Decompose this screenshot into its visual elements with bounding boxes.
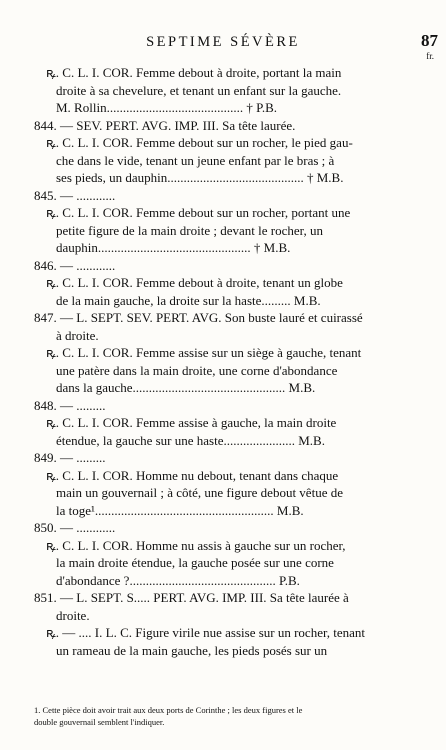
entry-line: ꝶ. C. L. I. COR. Homme nu assis à gauche sur un rocher, <box>46 537 346 553</box>
entry-line: dauphin............................................... † M.B. <box>56 240 291 255</box>
entry-line: ꝶ. — .... I. L. C. Figure virile nue assise sur un rocher, tenant <box>46 625 366 640</box>
catalogue-entries <box>34 64 412 659</box>
entry-number-line: 845. — ............ <box>34 187 116 203</box>
entry-line: che dans le vide, tenant un jeune enfant par le bras ; à <box>56 152 335 168</box>
footnote-line: 1. Cette pièce doit avoir trait aux deux ports de Corinthe ; les deux figures et le <box>34 705 303 715</box>
entry-line: de la main gauche, la droite sur la haste......... M.B. <box>56 292 321 308</box>
entry-line: étendue, la gauche sur une haste...................... M.B. <box>56 432 325 448</box>
entry-number-line: 844. — SEV. PERT. AVG. IMP. III. Sa tête laurée. <box>34 117 296 133</box>
entry-line: droite. <box>56 607 90 623</box>
entry-line: la toge¹....................................................... M.B. <box>56 502 304 518</box>
entry-line: ses pieds, un dauphin.......................................... † M.B. <box>56 170 344 185</box>
entry-line: ꝶ. C. L. I. COR. Femme debout sur un rocher, le pied gau- <box>46 135 353 150</box>
entry-number-line: 847. — L. SEPT. SEV. PERT. AVG. Son buste lauré et cuirassé <box>34 310 363 325</box>
entry-line: à droite. <box>56 327 99 343</box>
entry-line: la main droite étendue, la gauche posée sur une corne <box>56 555 334 570</box>
entry-line: ꝶ. C. L. I. COR. Femme assise sur un siège à gauche, tenant <box>46 345 362 360</box>
entry-line: ꝶ. C. L. I. COR. Homme nu debout, tenant dans chaque <box>46 467 339 483</box>
page-sub-mark: fr. <box>426 51 434 61</box>
entry-line: ꝶ. C. L. I. COR. Femme debout à droite, tenant un globe <box>46 275 343 290</box>
entry-line: petite figure de la main droite ; devant le rocher, un <box>56 222 323 238</box>
entry-line: une patère dans la main droite, une corne d'abondance <box>56 362 338 378</box>
page-number: 87 <box>421 31 438 50</box>
entry-line: ꝶ. C. L. I. COR. Femme debout à droite, portant la main <box>46 65 342 80</box>
entry-number-line: 850. — ............ <box>34 520 116 535</box>
running-header-title: SEPTIME SÉVÈRE <box>146 34 300 50</box>
entry-line: un rameau de la main gauche, les pieds posés sur un <box>56 642 328 658</box>
entry-line: main un gouvernail ; à côté, une figure debout vêtue de <box>56 485 343 500</box>
entry-number-line: 846. — ............ <box>34 257 116 273</box>
entry-line: ꝶ. C. L. I. COR. Femme debout sur un rocher, portant une <box>46 205 351 220</box>
entry-number-line: 851. — L. SEPT. S..... PERT. AVG. IMP. III. Sa tête laurée à <box>34 590 349 605</box>
entry-line: M. Rollin.......................................... † P.B. <box>56 100 278 115</box>
entry-number-line: 849. — ......... <box>34 450 106 465</box>
entry-line: droite à sa chevelure, et tenant un enfant sur la gauche. <box>56 82 342 98</box>
entry-line: dans la gauche............................................... M.B. <box>56 380 316 395</box>
entry-line: ꝶ. C. L. I. COR. Femme assise à gauche, la main droite <box>46 415 337 430</box>
footnote-line: double gouvernail semblent l'indiquer. <box>34 717 165 727</box>
entry-line: d'abondance ?............................................. P.B. <box>56 572 300 588</box>
footnote <box>34 704 422 728</box>
entry-number-line: 848. — ......... <box>34 397 106 413</box>
